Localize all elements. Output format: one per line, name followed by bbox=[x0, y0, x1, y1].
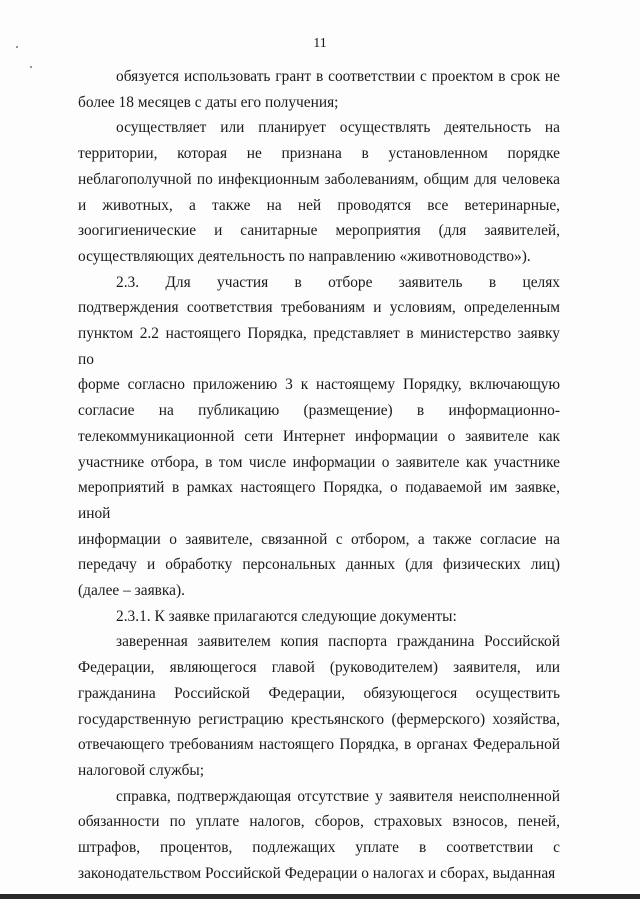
text-line: (далее – заявка). bbox=[78, 582, 185, 600]
text-line: информации о заявителе, связанной с отбором, а также согласие на bbox=[78, 530, 560, 548]
text-line: штрафов, процентов, подлежащих уплате в соответствии с bbox=[78, 839, 560, 857]
text-line: мероприятий в рамках настоящего Порядка, о подаваемой им заявке, иной bbox=[78, 479, 560, 522]
text-line: форме согласно приложению 3 к настоящему Порядку, включающую bbox=[78, 376, 560, 394]
text-line: согласие на публикацию (размещение) в информационно- bbox=[78, 402, 560, 420]
page-number: 11 bbox=[313, 36, 327, 51]
text-line: зоогигиенические и санитарные мероприятия (для заявителей, bbox=[78, 222, 560, 240]
text-line: налоговой службы; bbox=[78, 761, 205, 779]
text-line: передачу и обработку персональных данных (для физических лиц) bbox=[78, 556, 560, 574]
text-line: отвечающего требованиям настоящего Порядка, в органах Федеральной bbox=[78, 736, 560, 754]
text-line: законодательством Российской Федерации о налогах и сборах, выданная bbox=[78, 864, 556, 882]
text-line: обязуется использовать грант в соответствии с проектом в срок не bbox=[116, 68, 560, 85]
text-line: осуществляет или планирует осуществлять деятельность на bbox=[116, 119, 560, 137]
text-line: обязанности по уплате налогов, сборов, страховых взносов, пеней, bbox=[78, 813, 560, 831]
text-line: более 18 месяцев с даты его получения; bbox=[78, 93, 339, 111]
text-line: заверенная заявителем копия паспорта гражданина Российской bbox=[116, 633, 560, 651]
text-line: подтверждения соответствия требованиям и условиям, определенным bbox=[78, 299, 560, 317]
text-line: территории, которая не признана в установленном порядке bbox=[78, 145, 560, 163]
text-line: справка, подтверждающая отсутствие у заявителя неисполненной bbox=[116, 787, 560, 805]
text-line: телекоммуникационной сети Интернет информации о заявителе как bbox=[78, 427, 560, 445]
text-line: Федерации, являющегося главой (руководителем) заявителя, или bbox=[78, 659, 560, 677]
scan-bottom-edge bbox=[0, 894, 640, 899]
text-line: неблагополучной по инфекционным заболеваниям, общим для человека bbox=[78, 170, 560, 188]
scan-speck bbox=[30, 66, 32, 68]
text-line: осуществляющих деятельность по направлению «животноводство»). bbox=[78, 247, 531, 265]
text-line: гражданина Российской Федерации, обязующегося осуществить bbox=[78, 684, 560, 702]
text-line: и животных, а также на ней проводятся все ветеринарные, bbox=[78, 196, 560, 214]
text-line: пунктом 2.2 настоящего Порядка, представляет в министерство заявку по bbox=[78, 325, 560, 368]
text-line: 2.3.1. К заявке прилагаются следующие документы: bbox=[116, 607, 457, 625]
text-line: 2.3. Для участия в отборе заявитель в целях bbox=[116, 273, 560, 291]
text-line: государственную регистрацию крестьянского (фермерского) хозяйства, bbox=[78, 710, 560, 728]
text-line: участнике отбора, в том числе информации о заявителе как участнике bbox=[78, 453, 560, 471]
document-body bbox=[78, 64, 560, 887]
